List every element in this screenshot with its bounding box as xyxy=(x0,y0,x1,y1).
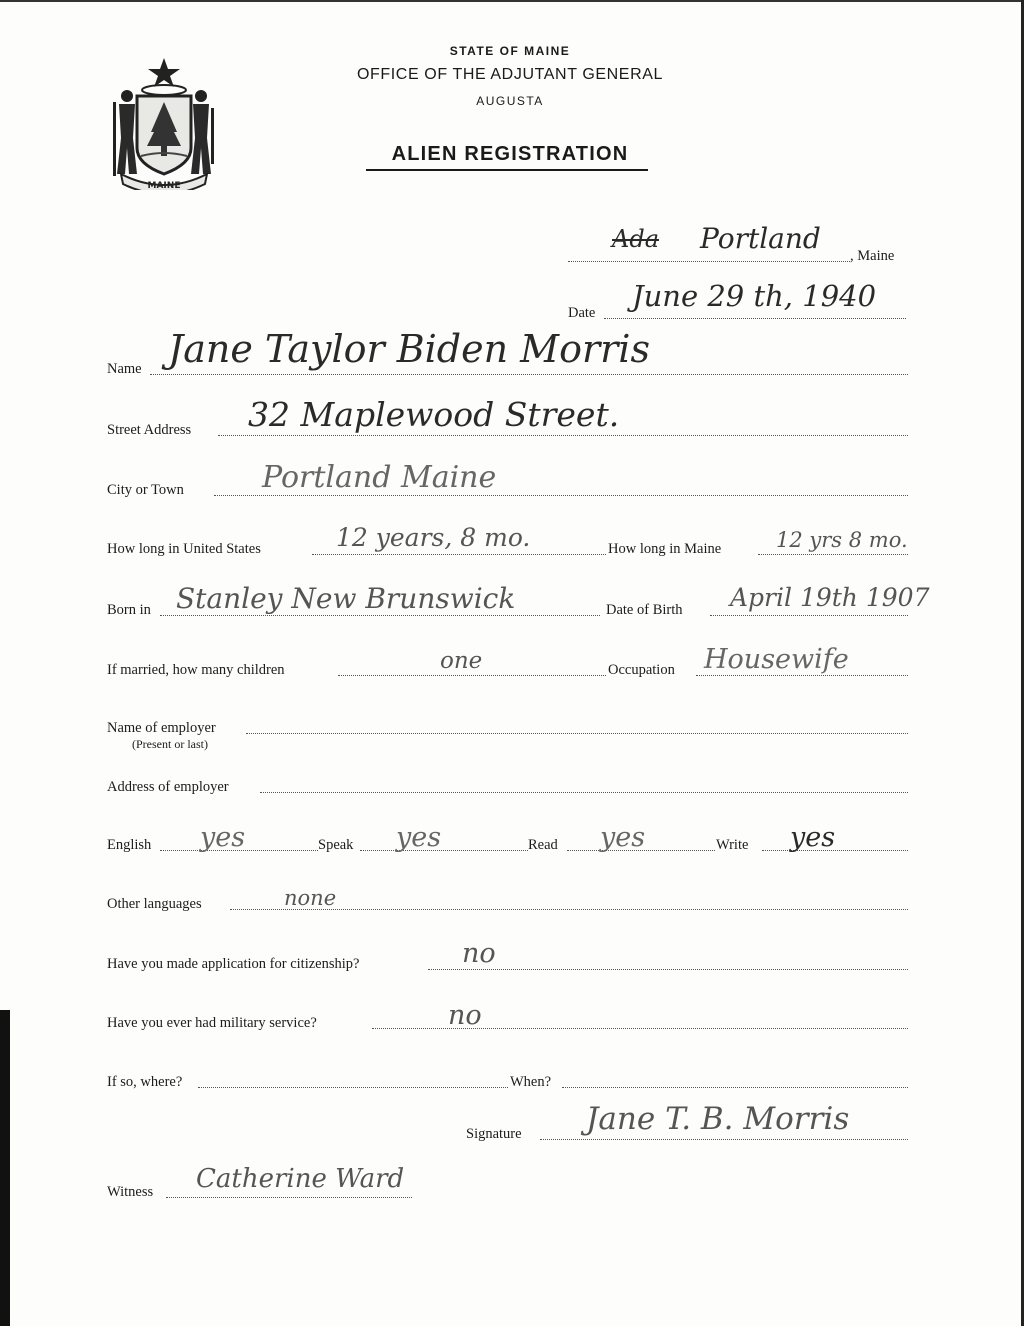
witness-dotted-line xyxy=(166,1197,412,1198)
military-value: no xyxy=(448,1000,482,1031)
scan-edge-top xyxy=(0,0,1024,2)
employer-name-sublabel: (Present or last) xyxy=(132,737,208,751)
date-value: June 29 th, 1940 xyxy=(632,279,877,313)
us-time-dotted-line xyxy=(312,554,606,555)
read-label: Read xyxy=(528,837,558,853)
english-label: English xyxy=(107,837,152,853)
read-value: yes xyxy=(600,822,646,853)
dob-value: April 19th 1907 xyxy=(730,583,930,612)
title-underline xyxy=(366,169,648,171)
employer-address-label: Address of employer xyxy=(107,779,229,795)
city-value: Portland Maine xyxy=(262,460,497,495)
header-office: OFFICE OF THE ADJUTANT GENERAL xyxy=(356,66,664,83)
street-label: Street Address xyxy=(107,422,192,438)
witness-value: Catherine Ward xyxy=(196,1164,405,1194)
maine-time-value: 12 yrs 8 mo. xyxy=(776,528,908,552)
write-label: Write xyxy=(716,837,749,853)
children-value: one xyxy=(440,648,483,674)
dob-label: Date of Birth xyxy=(606,602,683,618)
dob-dotted-line xyxy=(710,615,908,616)
place-struck-value: Ada xyxy=(612,225,660,253)
name-label: Name xyxy=(107,361,142,377)
seal-text: MAINE xyxy=(147,181,181,190)
other-languages-label: Other languages xyxy=(107,896,202,912)
where-label: If so, where? xyxy=(107,1074,183,1090)
maine-state-seal-icon xyxy=(107,56,221,190)
witness-label: Witness xyxy=(107,1184,154,1200)
speak-dotted-line xyxy=(360,850,528,851)
when-label: When? xyxy=(510,1074,552,1090)
citizenship-label: Have you made application for citizenship? xyxy=(107,956,360,972)
place-suffix: , Maine xyxy=(850,248,895,264)
signature-dotted-line xyxy=(540,1139,908,1140)
military-label: Have you ever had military service? xyxy=(107,1015,317,1031)
write-value: yes xyxy=(790,822,836,853)
occupation-label: Occupation xyxy=(608,662,675,678)
date-dotted-line xyxy=(604,318,906,319)
occupation-dotted-line xyxy=(696,675,908,676)
born-label: Born in xyxy=(107,602,151,618)
name-value: Jane Taylor Biden Morris xyxy=(168,327,650,371)
header-city: AUGUSTA xyxy=(476,94,544,108)
other-languages-value: none xyxy=(284,886,337,910)
header-state: STATE OF MAINE xyxy=(449,44,571,58)
street-value: 32 Maplewood Street. xyxy=(248,395,620,434)
signature-value: Jane T. B. Morris xyxy=(586,1101,850,1137)
children-dotted-line xyxy=(338,675,606,676)
signature-label: Signature xyxy=(466,1126,522,1142)
born-value: Stanley New Brunswick xyxy=(176,582,516,615)
when-dotted-line xyxy=(562,1087,908,1088)
citizenship-value: no xyxy=(462,938,496,969)
maine-time-dotted-line xyxy=(758,554,908,555)
name-dotted-line xyxy=(150,374,908,375)
us-time-label: How long in United States xyxy=(107,541,261,557)
scan-edge-left xyxy=(0,1010,10,1326)
street-dotted-line xyxy=(218,435,908,436)
born-dotted-line xyxy=(160,615,600,616)
date-label: Date xyxy=(568,305,596,321)
citizenship-dotted-line xyxy=(428,969,908,970)
children-label: If married, how many children xyxy=(107,662,285,678)
maine-time-label: How long in Maine xyxy=(608,541,722,557)
place-dotted-line xyxy=(568,261,850,262)
form-title: ALIEN REGISTRATION xyxy=(391,143,629,165)
city-dotted-line xyxy=(214,495,908,496)
place-value: Portland xyxy=(700,222,821,255)
occupation-value: Housewife xyxy=(704,644,849,675)
employer-address-dotted-line xyxy=(260,792,908,793)
employer-name-dotted-line xyxy=(246,733,908,734)
employer-name-label: Name of employer xyxy=(107,720,216,736)
speak-label: Speak xyxy=(318,837,354,853)
speak-value: yes xyxy=(396,822,442,853)
us-time-value: 12 years, 8 mo. xyxy=(336,523,531,552)
city-label: City or Town xyxy=(107,482,184,498)
english-value: yes xyxy=(200,822,246,853)
where-dotted-line xyxy=(198,1087,508,1088)
